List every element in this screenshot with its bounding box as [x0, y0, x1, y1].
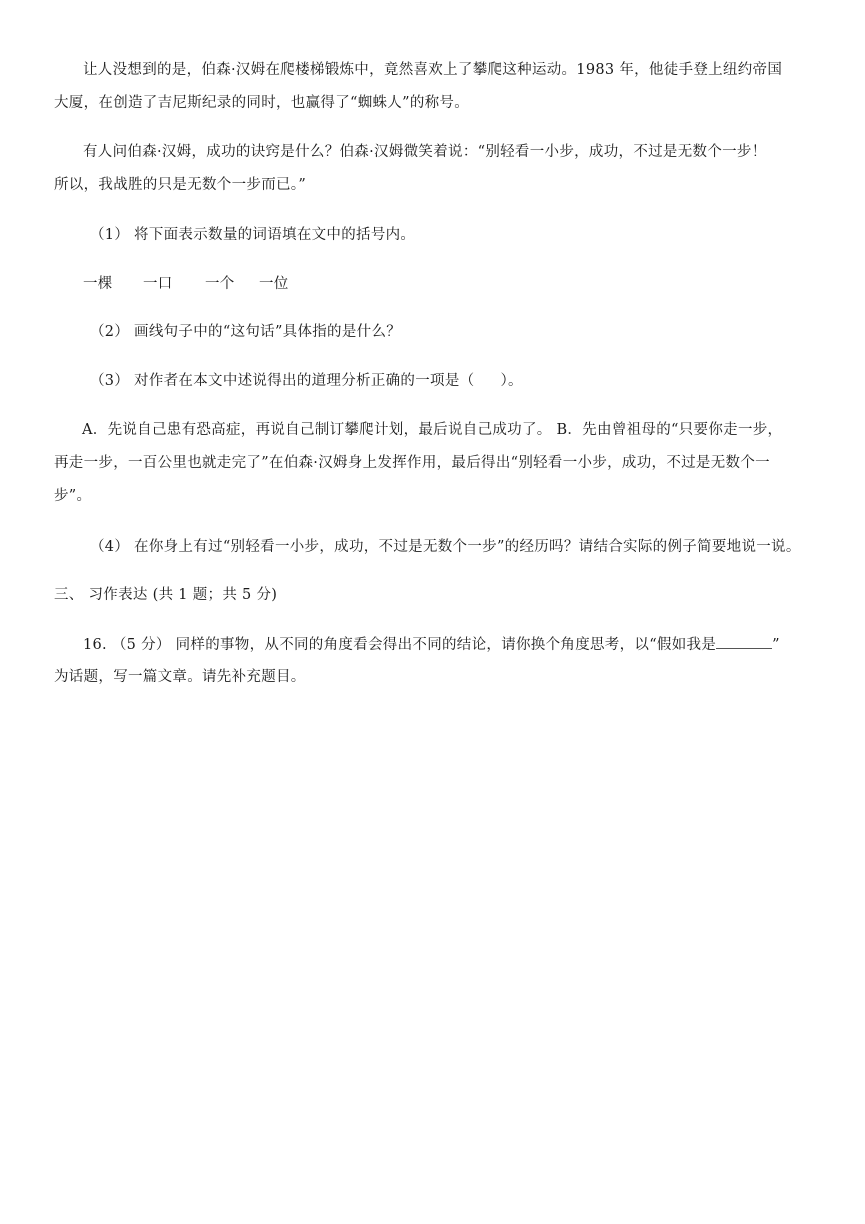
- quantity-word-4: 一位: [259, 276, 289, 292]
- quantity-word-1: 一棵: [83, 276, 113, 292]
- question-16: [83, 634, 823, 654]
- question-1: （1） 将下面表示数量的词语填在文中的括号内。: [90, 227, 416, 243]
- question-3: [90, 371, 823, 391]
- quantity-word-3: 一个: [205, 276, 235, 292]
- passage-paragraph-2-line-2: 所以，我战胜的只是无数个一步而已。”: [54, 177, 307, 193]
- question-16-close-quote: ”: [772, 637, 780, 653]
- section-3-heading: 三、 习作表达 (共 1 题；共 5 分): [54, 587, 278, 603]
- passage-paragraph-1-line-1: 让人没想到的是，伯森·汉姆在爬楼梯锻炼中，竟然喜欢上了攀爬这种运动。1983 年，他徒手登上纽约帝国: [83, 62, 783, 78]
- question-2: （2） 画线句子中的“这句话”具体指的是什么？: [90, 324, 402, 340]
- quantity-word-2: 一口: [143, 276, 173, 292]
- question-3-options-line-2: 再走一步，一百公里也就走完了”在伯森·汉姆身上发挥作用，最后得出“别轻看一小步，成功，不过是无数个一: [54, 455, 770, 471]
- question-4: （4） 在你身上有过“别轻看一小步，成功，不过是无数个一步”的经历吗？请结合实际的例子简要地说一说。: [90, 539, 801, 555]
- question-3-text: （3） 对作者在本文中述说得出的道理分析正确的一项是（: [90, 373, 475, 389]
- question-16-text: 16. （5 分） 同样的事物，从不同的角度看会得出不同的结论，请你换个角度思考，以“假如我是: [83, 637, 717, 653]
- fill-in-blank: [716, 634, 772, 649]
- question-3-options-line-1: A．先说自己患有恐高症，再说自己制订攀爬计划，最后说自己成功了。 B．先由曾祖母的“只要你走一步，: [82, 422, 783, 438]
- question-16-line-2: 为话题，写一篇文章。请先补充题目。: [54, 669, 306, 685]
- question-3-options-line-3: 步”。: [54, 488, 92, 504]
- quantity-word-list: [83, 274, 299, 294]
- question-3-close: ）。: [500, 373, 523, 389]
- passage-paragraph-1-line-2: 大厦，在创造了吉尼斯纪录的同时，也赢得了“蜘蛛人”的称号。: [54, 95, 470, 111]
- passage-paragraph-2-line-1: 有人问伯森·汉姆，成功的诀窍是什么？伯森·汉姆微笑着说：“别轻看一小步，成功，不过是无数个一步！: [83, 144, 767, 160]
